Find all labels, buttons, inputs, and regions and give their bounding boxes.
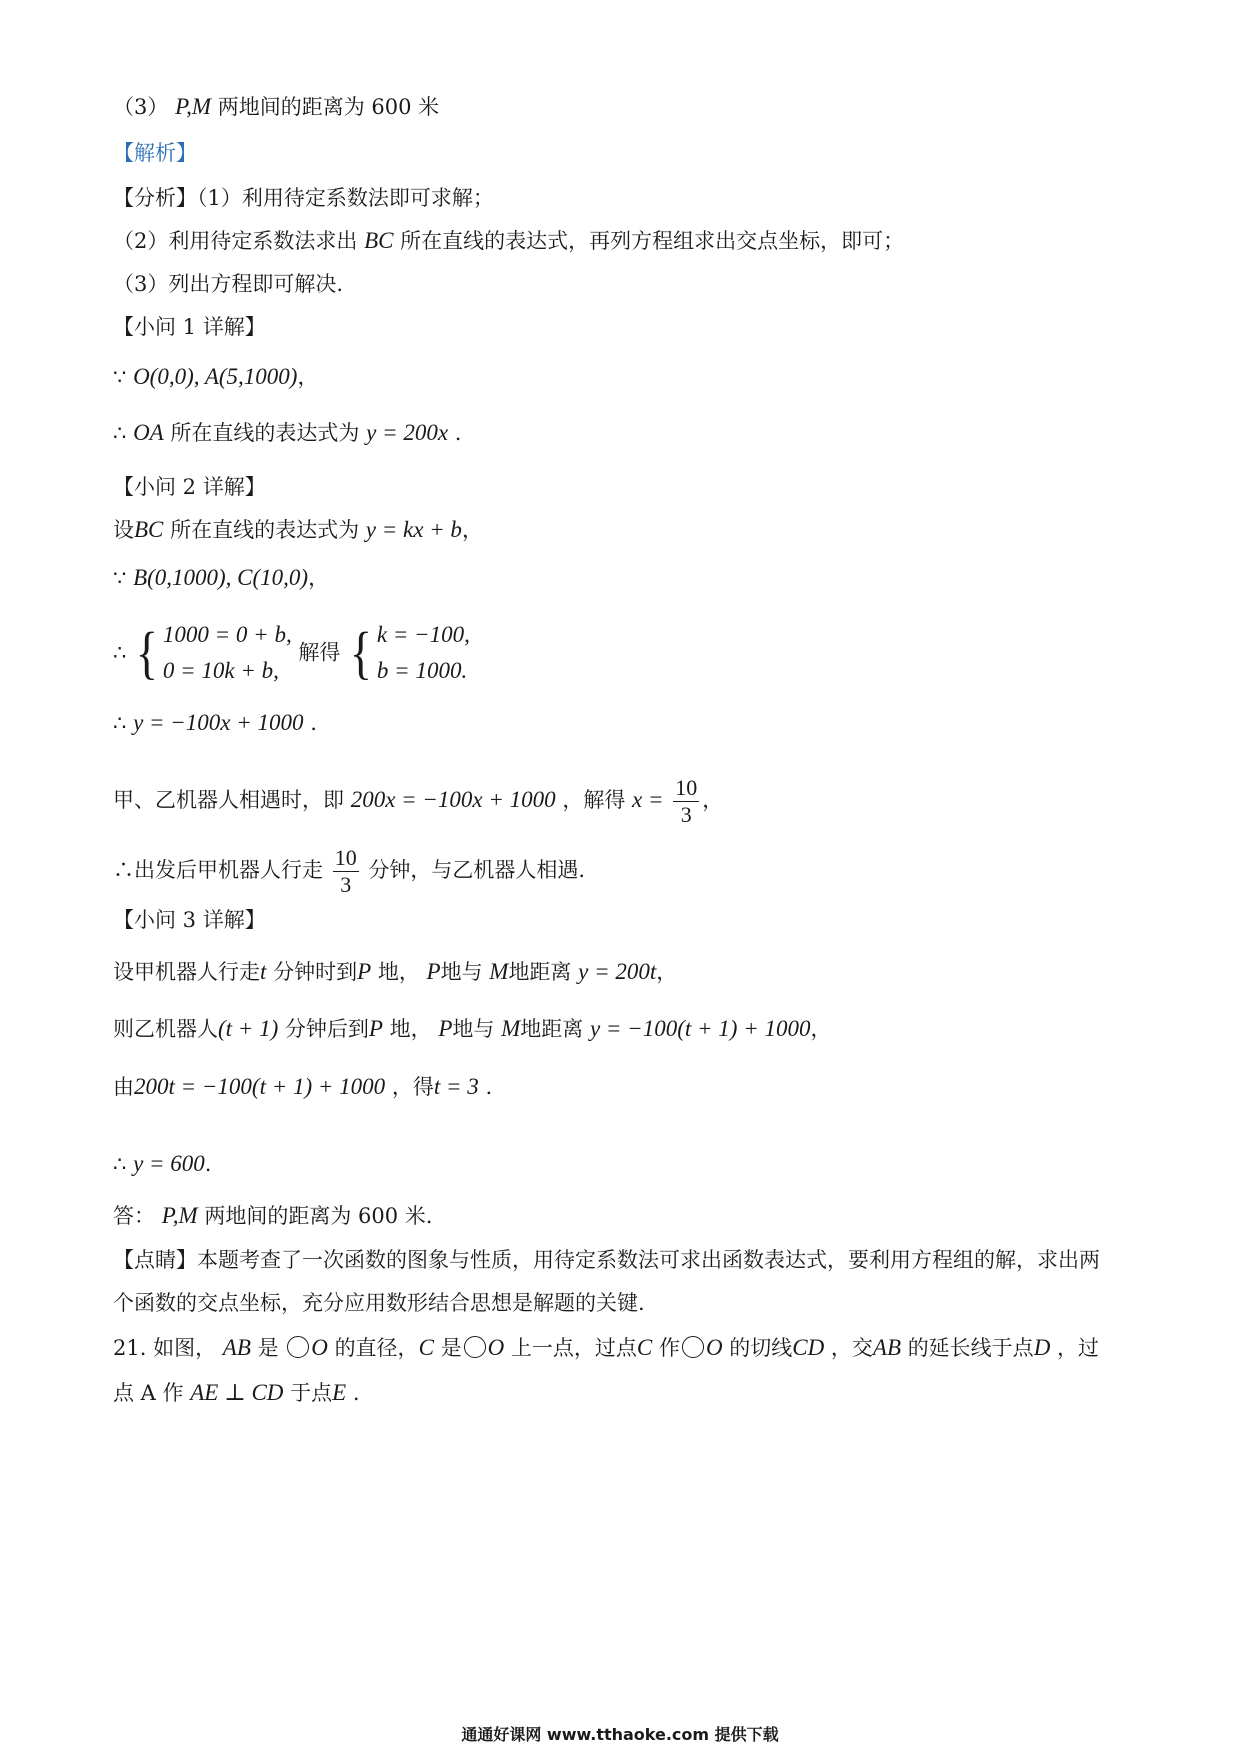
comment-line-1: 【点睛】本题考查了一次函数的图象与性质，用待定系数法可求出函数表达式，要利用方程组的解，求出两	[113, 1248, 1100, 1272]
equation-system-1: { 1000 = 0 + b, 0 = 10k + b,	[135, 619, 292, 685]
q3-line-2: 则乙机器人(t + 1) 分钟后到P 地， P地与 M地距离 y = −100(t + 1) + 1000，	[113, 1016, 832, 1041]
analysis-line-3: （3）列出方程即可解决.	[113, 272, 344, 296]
math-points: P,M	[175, 94, 212, 119]
fraction-10-3: $\frac{10}{3}$	[675, 775, 698, 827]
q3-line-4: ∴ y = 600.	[113, 1151, 212, 1176]
q3-answer: 答： P,M 两地间的距离为 600 米.	[113, 1203, 433, 1228]
comment-line-2: 个函数的交点坐标，充分应用数形结合思想是解题的关键.	[113, 1291, 645, 1315]
q2-line-eq: ∴ y = −100x + 1000 .	[113, 710, 317, 735]
fraction-10-3-b: $\frac{10}{3}$	[334, 845, 357, 897]
analysis-line-1: 【分析】（1）利用待定系数法即可求解；	[113, 186, 494, 210]
q3-header: 【小问 3 详解】	[113, 908, 266, 932]
q2-conclusion: ∴出发后甲机器人行走 $\frac{10}{3}$ 分钟，与乙机器人相遇.	[113, 845, 586, 897]
answer-3-line: （3） P,M 两地间的距离为 600 米	[113, 94, 440, 119]
analysis-line-2: （2）利用待定系数法求出 BC 所在直线的表达式，再列方程组求出交点坐标，即可；	[113, 228, 905, 253]
q1-because: ∵ O(0,0), A(5,1000)，	[113, 364, 319, 389]
q2-meet: 甲、乙机器人相遇时，即 200x = −100x + 1000 ，解得 x = $\frac{10}{3}$ ，	[113, 775, 724, 827]
circle-symbol-icon	[287, 1336, 309, 1358]
q1-header: 【小问 1 详解】	[113, 315, 266, 339]
equation-system-2: { k = −100, b = 1000.	[349, 619, 470, 685]
jiexi-tag: 【解析】	[113, 141, 197, 165]
q2-set: 设BC 所在直线的表达式为 y = kx + b，	[113, 517, 483, 542]
q3-line-1: 设甲机器人行走t 分钟时到P 地， P地与 M地距离 y = 200t，	[113, 959, 678, 984]
circle-symbol-icon	[464, 1336, 486, 1358]
circle-symbol-icon	[682, 1336, 704, 1358]
q2-because: ∵ B(0,1000), C(10,0)，	[113, 565, 330, 590]
footer-watermark: 通通好课网 www.tthaoke.com 提供下载	[461, 1725, 779, 1744]
problem-21-line-1: 21. 如图， AB 是 O 的直径，C 是 O 上一点，过点C 作 O 的切线CD ，交AB 的延长线于点D ，过	[113, 1335, 1099, 1360]
q2-header: 【小问 2 详解】	[113, 475, 266, 499]
problem-21-line-2: 点 A 作 AE ⊥ CD 于点E .	[113, 1380, 360, 1405]
q3-line-3: 由200t = −100(t + 1) + 1000 ，得t = 3 .	[113, 1074, 493, 1099]
q2-system: ∴ { 1000 = 0 + b, 0 = 10k + b, 解得 { k = −100, b = 1000.	[113, 613, 470, 691]
q1-therefore: ∴ OA 所在直线的表达式为 y = 200x .	[113, 420, 462, 445]
